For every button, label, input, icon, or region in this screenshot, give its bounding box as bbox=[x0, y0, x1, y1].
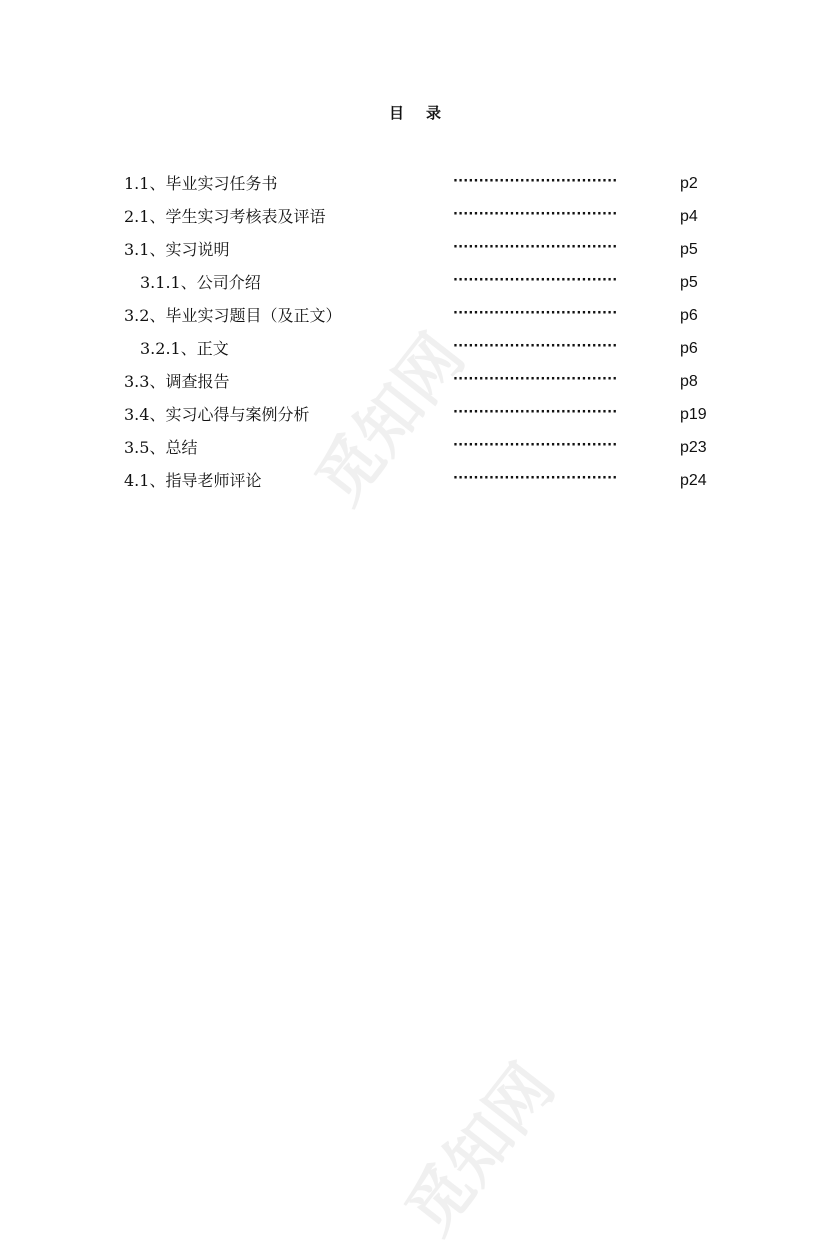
toc-entry-label: 3.1、实习说明 bbox=[124, 240, 230, 259]
toc-entry[interactable] bbox=[0, 200, 830, 233]
toc-leader-dots: ································ bbox=[453, 339, 618, 354]
toc-entry[interactable] bbox=[0, 299, 830, 332]
toc-entry[interactable] bbox=[0, 233, 830, 266]
toc-entry-page-number: p2 bbox=[680, 175, 698, 192]
toc-entry-page-number: p4 bbox=[680, 208, 698, 225]
toc-entry[interactable] bbox=[0, 332, 830, 365]
toc-title bbox=[0, 102, 830, 123]
watermark: 觅知网 bbox=[302, 321, 479, 519]
toc-list bbox=[0, 167, 830, 497]
toc-entry-page-number: p19 bbox=[680, 406, 707, 423]
toc-title-char: 目 bbox=[388, 104, 404, 122]
toc-entry-page-number: p6 bbox=[680, 340, 698, 357]
toc-leader-dots: ································ bbox=[453, 207, 618, 222]
toc-entry-label: 3.2.1、正文 bbox=[140, 339, 229, 358]
toc-entry-label: 2.1、学生实习考核表及评语 bbox=[124, 207, 326, 226]
toc-entry-label: 4.1、指导老师评论 bbox=[124, 471, 262, 490]
toc-leader-dots: ································ bbox=[453, 306, 618, 321]
toc-entry[interactable] bbox=[0, 365, 830, 398]
toc-entry-page-number: p5 bbox=[680, 241, 698, 258]
toc-entry-page-number: p6 bbox=[680, 307, 698, 324]
toc-entry[interactable] bbox=[0, 398, 830, 431]
toc-entry-label: 3.3、调查报告 bbox=[124, 372, 230, 391]
toc-entry[interactable] bbox=[0, 266, 830, 299]
toc-leader-dots: ································ bbox=[453, 405, 618, 420]
toc-leader-dots: ································ bbox=[453, 240, 618, 255]
toc-entry-label: 3.1.1、公司介绍 bbox=[140, 273, 261, 292]
toc-title-char: 录 bbox=[426, 104, 442, 122]
toc-entry[interactable] bbox=[0, 431, 830, 464]
toc-leader-dots: ································ bbox=[453, 174, 618, 189]
toc-entry-page-number: p23 bbox=[680, 439, 707, 456]
toc-entry-label: 3.2、毕业实习题目（及正文） bbox=[124, 306, 342, 325]
toc-entry-label: 3.5、总结 bbox=[124, 438, 198, 457]
toc-entry-page-number: p5 bbox=[680, 274, 698, 291]
watermark: 觅知网 bbox=[392, 1051, 569, 1249]
toc-leader-dots: ································ bbox=[453, 438, 618, 453]
toc-entry[interactable] bbox=[0, 167, 830, 200]
toc-leader-dots: ································ bbox=[453, 273, 618, 288]
toc-entry[interactable] bbox=[0, 464, 830, 497]
toc-entry-page-number: p8 bbox=[680, 373, 698, 390]
toc-leader-dots: ································ bbox=[453, 372, 618, 387]
toc-entry-label: 3.4、实习心得与案例分析 bbox=[124, 405, 310, 424]
toc-entry-label: 1.1、毕业实习任务书 bbox=[124, 174, 278, 193]
toc-leader-dots: ································ bbox=[453, 471, 618, 486]
toc-entry-page-number: p24 bbox=[680, 472, 707, 489]
